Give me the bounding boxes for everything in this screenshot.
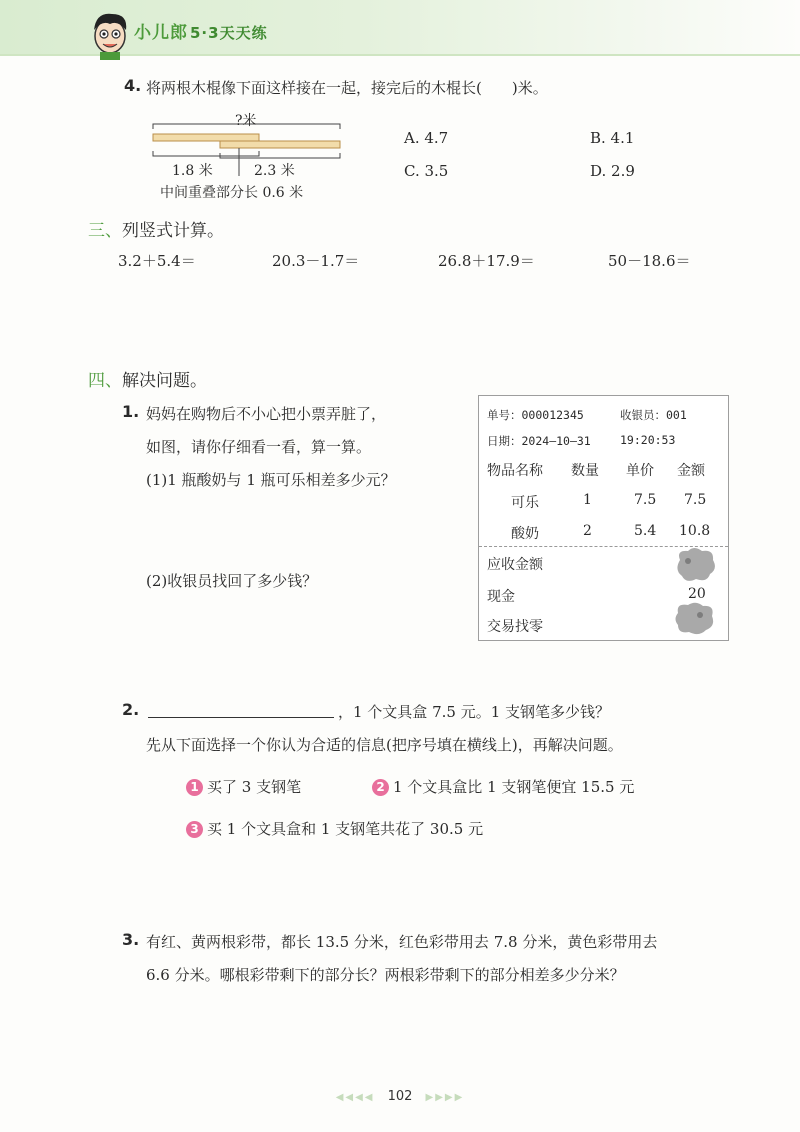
section4-num: 四、 xyxy=(88,371,122,391)
p2-option-1-text: 买了 3 支钢笔 xyxy=(207,778,302,796)
expr-2: 20.3－1.7＝ xyxy=(272,252,360,270)
receipt-header-price: 单价 xyxy=(626,463,654,479)
diagram-left-label: 1.8 米 xyxy=(172,163,213,179)
p3-line1: 有红、黄两根彩带，都长 13.5 分米，红色彩带用去 7.8 分米，黄色彩带用去 xyxy=(146,933,658,951)
p2-option-2 xyxy=(372,776,634,797)
receipt-row1-qty: 1 xyxy=(583,492,592,508)
receipt-row2-qty: 2 xyxy=(583,523,592,539)
stain-due-icon xyxy=(674,546,718,584)
footer-left-arrows: ◀◀◀◀ xyxy=(335,1092,375,1103)
p3-line2: 6.6 分米。哪根彩带剩下的部分长？两根彩带剩下的部分相差多少分米？ xyxy=(146,966,625,984)
receipt-order-no: 单号：000012345 xyxy=(487,408,584,422)
p1-sub2: (2)收银员找回了多少钱？ xyxy=(146,572,318,590)
badge-1-icon: 1 xyxy=(186,779,203,796)
expr-1: 3.2＋5.4＝ xyxy=(118,252,196,270)
option-b[interactable]: B. 4.1 xyxy=(590,129,635,147)
receipt-due-label: 应收金额 xyxy=(487,557,543,573)
p3-number: 3. xyxy=(122,930,140,949)
receipt-row2-price: 5.4 xyxy=(634,523,657,539)
footer-right-arrows: ▶▶▶▶ xyxy=(425,1092,465,1103)
badge-2-icon: 2 xyxy=(372,779,389,796)
section4-heading xyxy=(88,366,207,391)
diagram-right-label: 2.3 米 xyxy=(254,163,295,179)
receipt-header-qty: 数量 xyxy=(571,463,599,479)
badge-3-icon: 3 xyxy=(186,821,203,838)
expr-3: 26.8＋17.9＝ xyxy=(438,252,535,270)
receipt-row2-name: 酸奶 xyxy=(511,526,539,542)
p2-number: 2. xyxy=(122,700,140,719)
p2-instruction: 先从下面选择一个你认为合适的信息(把序号填在横线上)，再解决问题。 xyxy=(146,736,623,754)
receipt-change-label: 交易找零 xyxy=(487,619,543,635)
brand-name: 小儿郎 xyxy=(134,23,188,43)
p2-text: ，1 个文具盒 7.5 元。1 支钢笔多少钱？ xyxy=(338,703,611,721)
receipt-header-name: 物品名称 xyxy=(487,463,543,479)
receipt-header-amount: 金额 xyxy=(677,463,705,479)
p2-option-2-text: 1 个文具盒比 1 支钢笔便宜 15.5 元 xyxy=(393,778,635,796)
receipt-date: 日期：2024—10—31 xyxy=(487,434,591,448)
answer-blank[interactable] xyxy=(148,717,334,718)
section3-heading xyxy=(88,216,224,241)
option-d[interactable]: D. 2.9 xyxy=(590,162,635,180)
brand-title xyxy=(134,18,268,43)
p1-number: 1. xyxy=(122,402,140,421)
option-c[interactable]: C. 3.5 xyxy=(404,162,449,180)
p2-option-3 xyxy=(186,818,483,839)
q4-text: 将两根木棍像下面这样接在一起，接完后的木棍长( )米。 xyxy=(146,79,548,97)
page-footer xyxy=(0,1085,800,1104)
receipt-row1-price: 7.5 xyxy=(634,492,657,508)
section3-title: 列竖式计算。 xyxy=(122,221,224,241)
p2-option-3-text: 买 1 个文具盒和 1 支钢笔共花了 30.5 元 xyxy=(207,820,484,838)
p1-line2: 如图，请你仔细看一看，算一算。 xyxy=(146,438,372,456)
receipt-row1-name: 可乐 xyxy=(511,495,539,511)
brand-series: 5·3天天练 xyxy=(190,24,268,42)
receipt-row2-amount: 10.8 xyxy=(679,523,711,539)
page-number: 102 xyxy=(387,1089,413,1104)
expr-4: 50－18.6＝ xyxy=(608,252,691,270)
p1-line1: 妈妈在购物后不小心把小票弄脏了， xyxy=(146,405,387,423)
diagram-total-label: ?米 xyxy=(235,113,257,129)
receipt-cash-label: 现金 xyxy=(487,589,515,605)
p2-option-1 xyxy=(186,776,301,797)
receipt-time: 19:20:53 xyxy=(620,433,676,447)
stain-change-icon xyxy=(673,601,717,637)
section4-title: 解决问题。 xyxy=(122,371,207,391)
receipt xyxy=(478,395,729,641)
section3-num: 三、 xyxy=(88,221,122,241)
p1-sub1: (1)1 瓶酸奶与 1 瓶可乐相差多少元？ xyxy=(146,471,396,489)
option-a[interactable]: A. 4.7 xyxy=(404,129,449,147)
receipt-cashier: 收银员：001 xyxy=(620,408,687,422)
diagram-overlap-note: 中间重叠部分长 0.6 米 xyxy=(160,185,304,201)
mascot-icon xyxy=(86,8,134,60)
q4-number: 4. xyxy=(124,76,142,95)
receipt-cash-value: 20 xyxy=(688,586,706,602)
receipt-row1-amount: 7.5 xyxy=(684,492,707,508)
